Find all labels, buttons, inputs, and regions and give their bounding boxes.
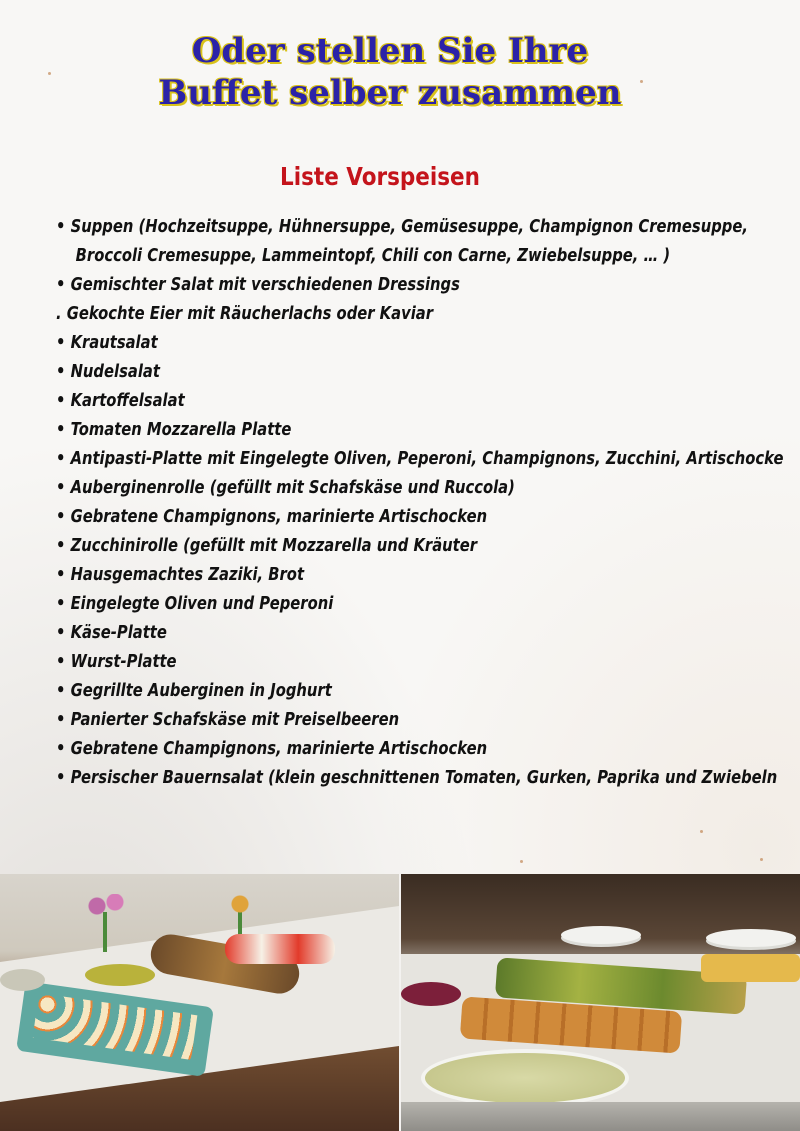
list-item <box>56 212 748 270</box>
list-item: • Eingelegte Oliven und Peperoni <box>56 593 334 614</box>
list-item: • Gemischter Salat mit verschiedenen Dressings <box>56 274 460 295</box>
list-item: • Tomaten Mozzarella Platte <box>56 419 292 440</box>
list-item: • Persischer Bauernsalat (klein geschnittenen Tomaten, Gurken, Paprika und Zwiebeln <box>56 767 778 788</box>
list-item: • Panierter Schafskäse mit Preiselbeeren <box>56 709 400 730</box>
list-item: • Wurst-Platte <box>56 651 177 672</box>
list-item: • Gebratene Champignons, marinierte Artischocken <box>56 738 488 759</box>
decorative-speck <box>700 830 703 833</box>
list-item: • Gegrillte Auberginen in Joghurt <box>56 680 332 701</box>
page-title-line-1: Oder stellen Sie Ihre <box>191 31 589 71</box>
plate-stack <box>706 929 796 947</box>
tray-rail <box>401 1102 800 1131</box>
plate-stack <box>561 926 641 944</box>
buffet-photos <box>0 874 800 1131</box>
list-item: . Gekochte Eier mit Räucherlachs oder Kaviar <box>56 303 434 324</box>
list-item: • Hausgemachtes Zaziki, Brot <box>56 564 305 585</box>
page-title <box>0 30 780 114</box>
red-cabbage-bowl <box>401 982 461 1006</box>
buffet-photo-right <box>401 874 800 1131</box>
bread-platter <box>701 954 800 982</box>
list-item: • Krautsalat <box>56 332 158 353</box>
list-item: • Auberginenrolle (gefüllt mit Schafskäse und Ruccola) <box>56 477 515 498</box>
decorative-speck <box>520 860 523 863</box>
buffet-photo-left <box>0 874 399 1131</box>
flower-vase <box>85 894 125 954</box>
list-item-continuation: Broccoli Cremesuppe, Lammeintopf, Chili con Carne, Zwiebelsuppe, … ) <box>75 245 671 266</box>
section-title: Liste Vorspeisen <box>280 162 480 191</box>
page-title-line-2: Buffet selber zusammen <box>158 73 622 113</box>
dip-bowl <box>421 1049 629 1107</box>
starter-list <box>56 212 800 792</box>
dish <box>225 934 335 964</box>
list-item: • Kartoffelsalat <box>56 390 185 411</box>
list-item: • Nudelsalat <box>56 361 160 382</box>
list-item: • Zucchinirolle (gefüllt mit Mozzarella und Kräuter <box>56 535 478 556</box>
list-item: • Käse-Platte <box>56 622 167 643</box>
list-item: • Gebratene Champignons, marinierte Artischocken <box>56 506 488 527</box>
decorative-speck <box>760 858 763 861</box>
list-item-text: • Suppen (Hochzeitsuppe, Hühnersuppe, Gemüsesuppe, Champignon Cremesuppe, <box>56 216 748 237</box>
dish <box>0 969 45 991</box>
list-item: • Antipasti-Platte mit Eingelegte Oliven, Peperoni, Champignons, Zucchini, Artischocke <box>56 448 784 469</box>
dish <box>85 964 155 986</box>
